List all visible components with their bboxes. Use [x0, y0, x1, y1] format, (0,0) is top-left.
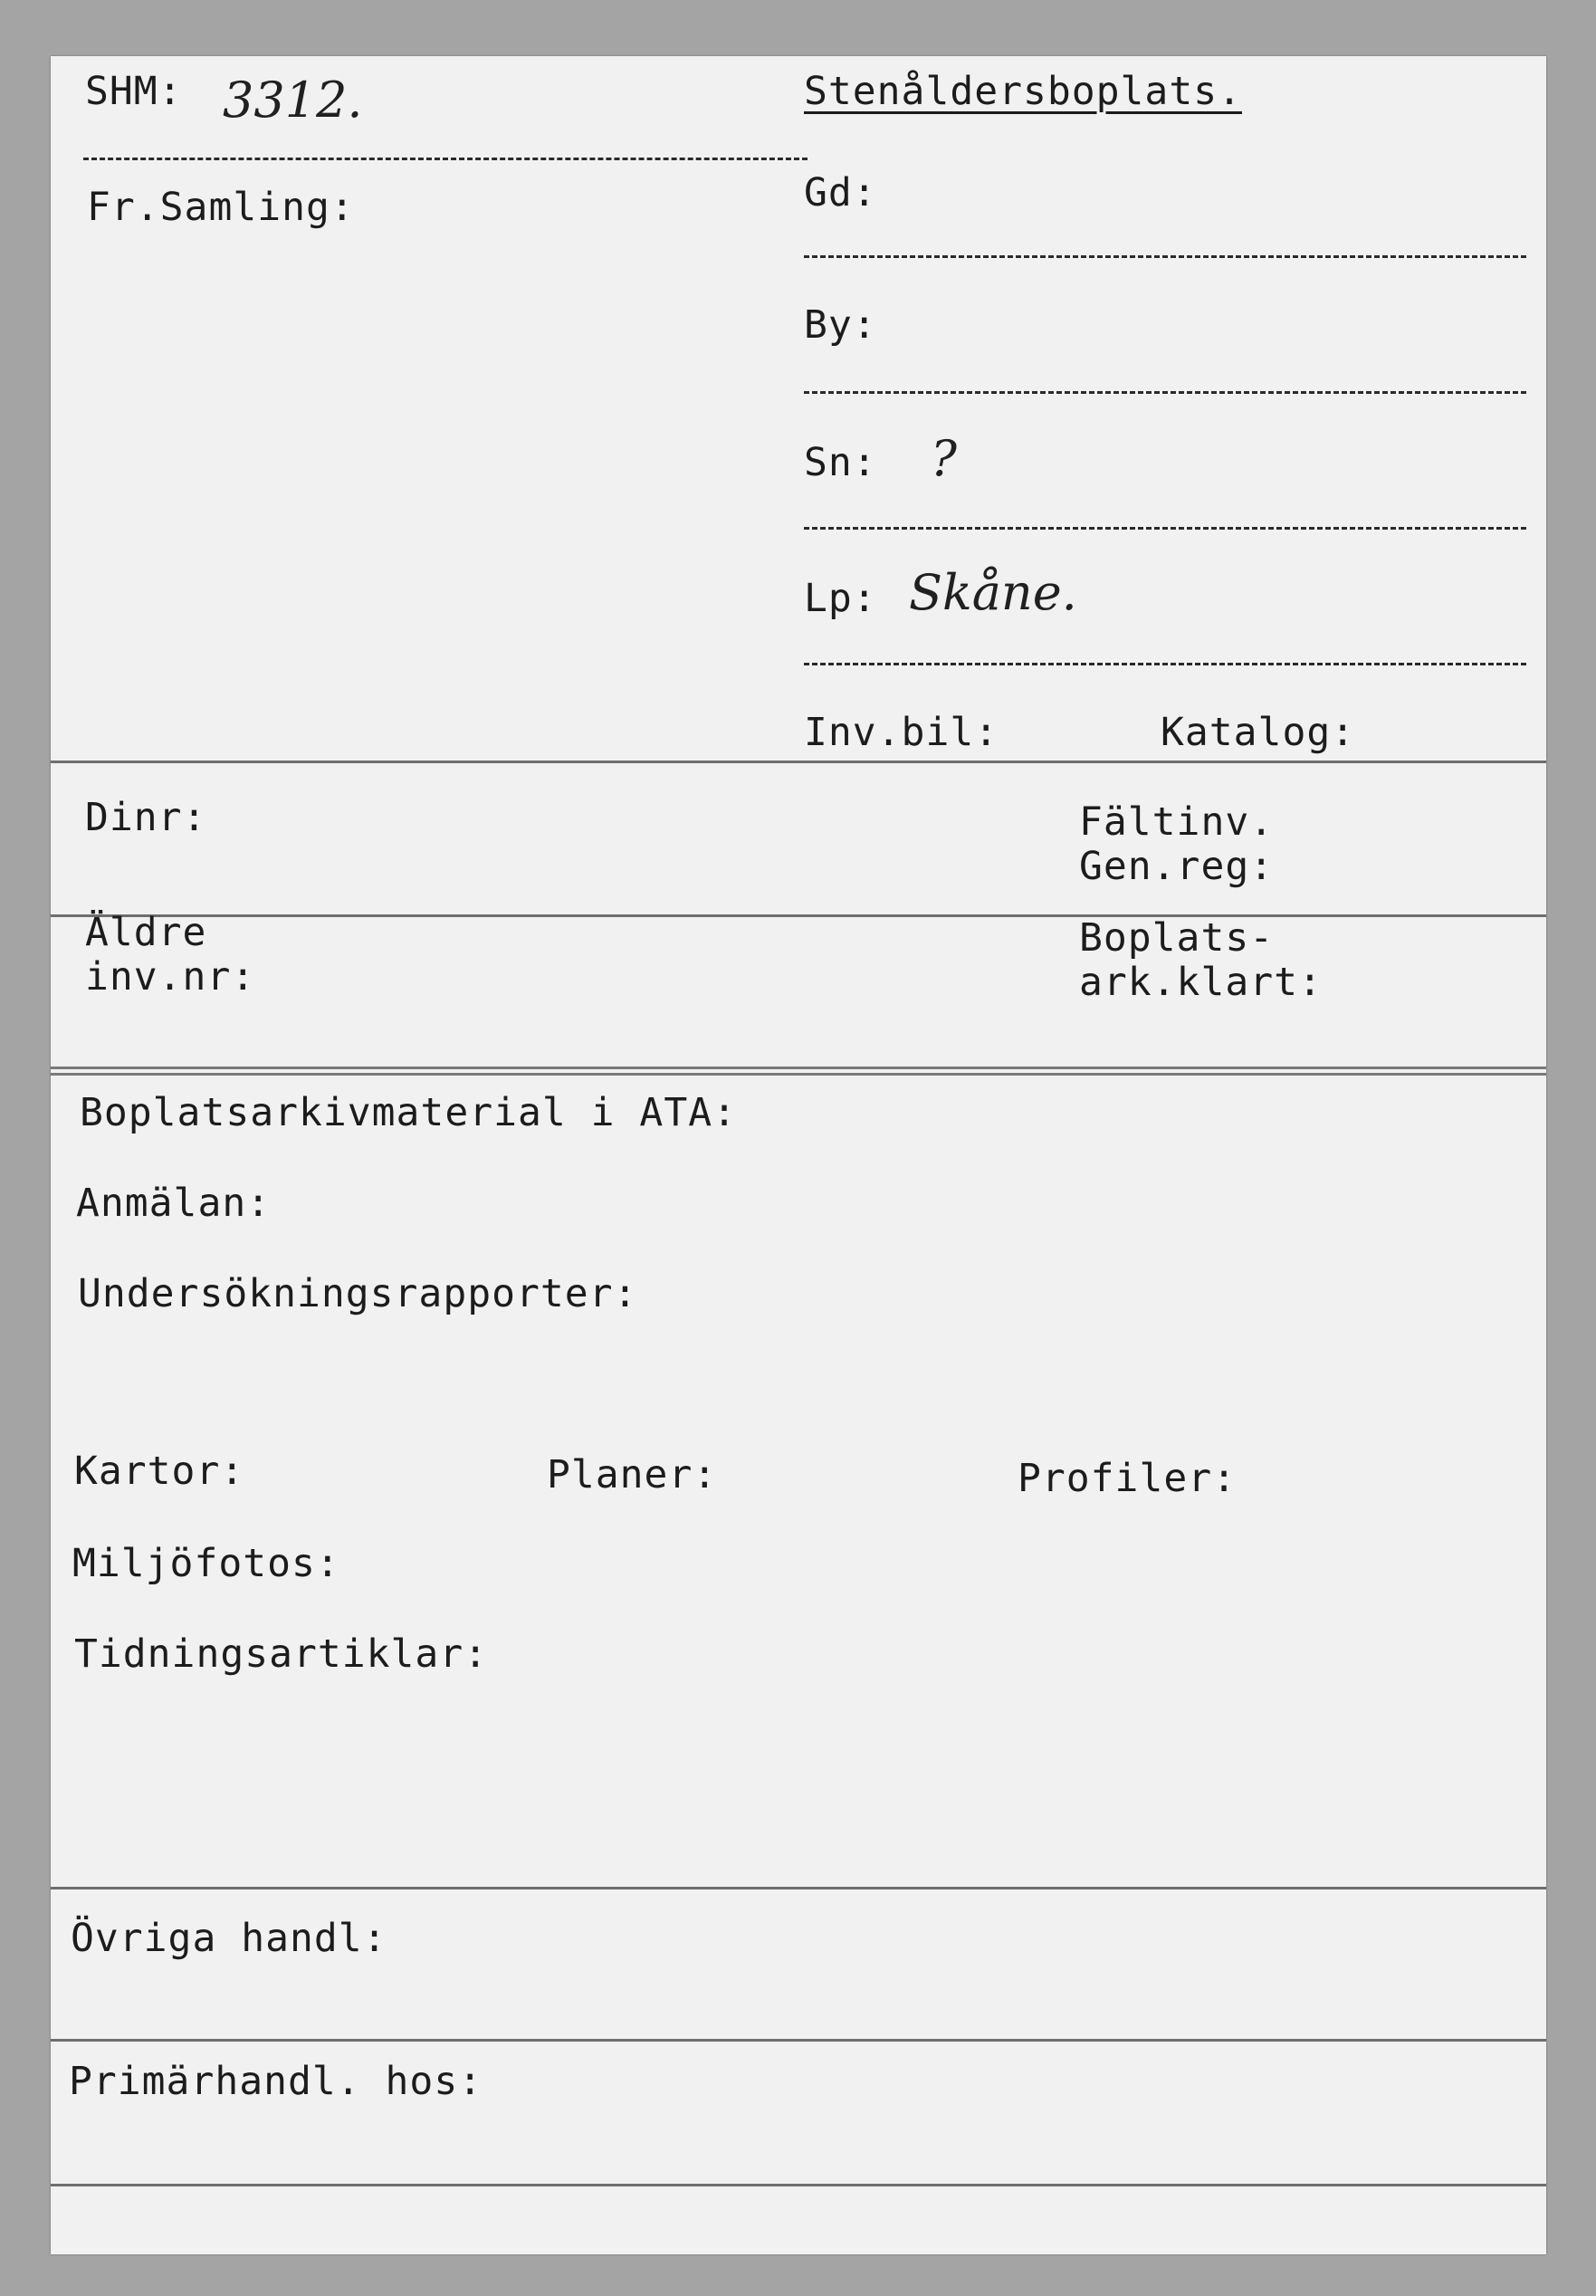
ovriga-handl-label: Övriga handl: [71, 1916, 387, 1961]
section-divider-1 [51, 761, 1546, 763]
dinr-label: Dinr: [85, 795, 207, 840]
shm-number-handwritten: 3312. [223, 72, 363, 129]
primarhandl-label: Primärhandl. hos: [69, 2059, 483, 2104]
lp-label: Lp: [804, 576, 877, 621]
sn-label: Sn: [804, 440, 877, 485]
card-title: Stenåldersboplats. [804, 69, 1242, 114]
fr-samling-label: Fr.Samling: [87, 185, 355, 230]
lp-handwritten-value: Skåne. [909, 564, 1077, 621]
gd-line [804, 255, 1526, 258]
catalog-card [51, 56, 1546, 2254]
sn-handwritten-value: ? [931, 430, 957, 487]
lp-line [804, 663, 1526, 665]
undersokning-label: Undersökningsrapporter: [78, 1271, 638, 1316]
by-label: By: [804, 302, 877, 348]
profiler-label: Profiler: [1018, 1456, 1237, 1501]
tidningsartiklar-label: Tidningsartiklar: [74, 1631, 489, 1677]
faltinv-label: Fältinv. Gen.reg: [1079, 799, 1275, 890]
header-divider [83, 158, 808, 160]
by-line [804, 391, 1526, 394]
shm-label: SHM: [85, 69, 183, 114]
sn-line [804, 527, 1526, 530]
section-divider-4 [51, 1887, 1546, 1889]
miljofotos-label: Miljöfotos: [72, 1541, 340, 1586]
aldre-inv-label: Äldre inv.nr: [85, 910, 256, 1000]
katalog-label: Katalog: [1161, 710, 1356, 755]
planer-label: Planer: [547, 1452, 718, 1497]
archive-heading: Boplatsarkivmaterial i ATA: [80, 1090, 737, 1135]
gd-label: Gd: [804, 170, 877, 215]
inv-bil-label: Inv.bil: [804, 710, 999, 755]
section-divider-5 [51, 2039, 1546, 2042]
section-divider-6 [51, 2184, 1546, 2186]
boplats-ark-label: Boplats- ark.klart: [1079, 915, 1323, 1006]
anmalan-label: Anmälan: [76, 1181, 272, 1226]
kartor-label: Kartor: [74, 1449, 245, 1494]
section-divider-3 [51, 1067, 1546, 1069]
